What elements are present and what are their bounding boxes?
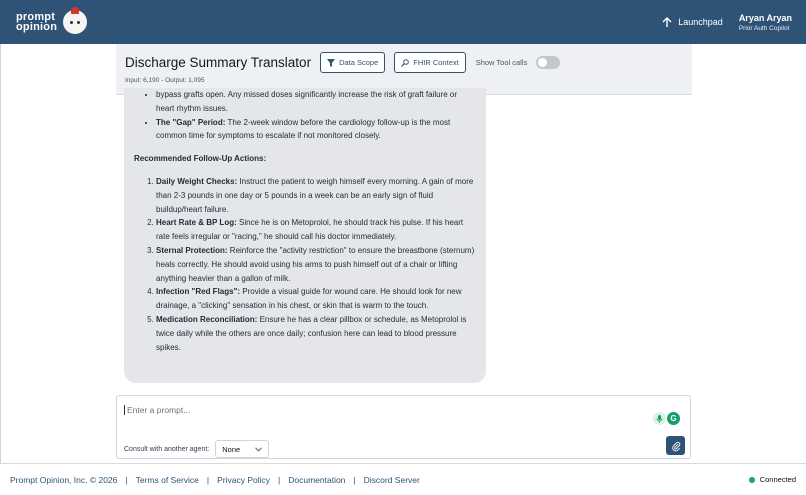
documentation-link[interactable]: Documentation: [288, 474, 346, 485]
list-item: [156, 116, 476, 144]
item-label: The "Gap" Period:: [156, 117, 226, 127]
list-item: [156, 285, 476, 313]
page-title: Discharge Summary Translator: [125, 55, 312, 70]
assistant-message: [124, 88, 486, 383]
item-text: Provide a visual guide for wound care. He should look for new drainage, a "clicking" sensation in his chest, or skin that is warm to the touch.: [156, 287, 462, 311]
prompt-input[interactable]: Enter a prompt...: [124, 405, 190, 415]
paperclip-icon: [671, 441, 681, 451]
brand-logo[interactable]: [16, 10, 87, 34]
consult-agent-value: None: [222, 444, 241, 454]
footer-separator: |: [353, 474, 356, 485]
discord-link[interactable]: Discord Server: [363, 474, 420, 485]
status-label: Connected: [759, 475, 796, 484]
grammar-badge-letter: G: [670, 414, 677, 423]
item-text: Instruct the patient to weigh himself every morning. A gain of more than 2-3 pounds in one day or 5 pounds in a week can be an early sign of fluid buildup/heart failure.: [156, 176, 474, 214]
consult-agent-label: Consult with another agent:: [124, 445, 210, 453]
arrow-up-icon: [662, 17, 672, 28]
list-item: [156, 313, 476, 354]
brand-wordmark: [16, 12, 57, 32]
top-navbar: [0, 0, 806, 44]
item-text: Since he is on Metoprolol, he should track his pulse. If his heart rate feels irregular or "racing," he should call his doctor immediately.: [156, 218, 464, 242]
user-name: Aryan Aryan: [738, 12, 792, 23]
list-item: [156, 175, 476, 216]
logo-mascot-icon: [63, 10, 87, 34]
copyright: Prompt Opinion, Inc. © 2026: [10, 474, 118, 485]
mic-icon[interactable]: [653, 412, 666, 425]
show-tool-calls-label: Show Tool calls: [475, 58, 528, 67]
data-scope-button[interactable]: [320, 52, 385, 73]
section-heading: Recommended Follow-Up Actions:: [134, 154, 267, 164]
user-role: Prior Auth Copilot: [738, 24, 790, 32]
consult-agent-row: [124, 440, 269, 458]
show-tool-calls-toggle[interactable]: [536, 56, 560, 69]
item-label: Heart Rate & BP Log:: [156, 218, 237, 228]
filter-icon: [327, 59, 335, 67]
data-scope-label: Data Scope: [339, 58, 379, 67]
consult-agent-select[interactable]: [215, 440, 269, 458]
left-divider: [0, 44, 1, 464]
chat-scroll-area[interactable]: [116, 90, 692, 392]
item-label: Medication Reconciliation:: [156, 314, 258, 324]
fhir-context-button[interactable]: [394, 52, 465, 73]
terms-link[interactable]: Terms of Service: [135, 474, 199, 485]
item-label: Daily Weight Checks:: [156, 176, 238, 186]
footer-separator: |: [125, 474, 128, 485]
privacy-link[interactable]: Privacy Policy: [217, 474, 271, 485]
list-item: [156, 244, 476, 285]
grammar-icon[interactable]: [667, 412, 680, 425]
launchpad-label: Launchpad: [678, 17, 723, 27]
chevron-down-icon: [255, 447, 262, 452]
brand-line2: opinion: [16, 21, 58, 33]
item-label: Sternal Protection:: [156, 245, 228, 255]
footer: [0, 463, 806, 495]
user-menu[interactable]: [739, 13, 792, 32]
token-usage: Input: 6,190 - Output: 1,095: [125, 77, 205, 84]
list-item: [156, 216, 476, 244]
search-icon: [401, 59, 409, 67]
launchpad-link[interactable]: [662, 17, 723, 28]
brand-line1: prompt: [16, 11, 56, 23]
item-text: Reinforce the "activity restriction" to ensure the breastbone (sternum) heals correctly. He should avoid using his arms to push himself out of a chair or lifting anything heavier than a gallon of milk.: [156, 245, 475, 283]
item-label: Infection "Red Flags":: [156, 287, 241, 297]
footer-separator: |: [278, 474, 281, 485]
footer-separator: |: [206, 474, 210, 485]
connection-status: [749, 475, 796, 484]
item-text: The 2-week window before the cardiology follow-up is the most common time for symptoms to escalate if not monitored closely.: [156, 117, 451, 141]
fhir-context-label: FHIR Context: [413, 58, 459, 67]
list-item: • bypass grafts open. Any missed doses significantly increase the risk of graft failure or heart rhythm issues.: [156, 88, 476, 116]
status-dot: [749, 477, 755, 483]
attach-button[interactable]: [666, 436, 685, 455]
prompt-composer: [116, 395, 691, 459]
item-text: Ensure he has a clear pillbox or schedule, as Metoprolol is twice daily while the others are once daily; confusion here can lead to blood pressure spikes.: [156, 314, 467, 352]
